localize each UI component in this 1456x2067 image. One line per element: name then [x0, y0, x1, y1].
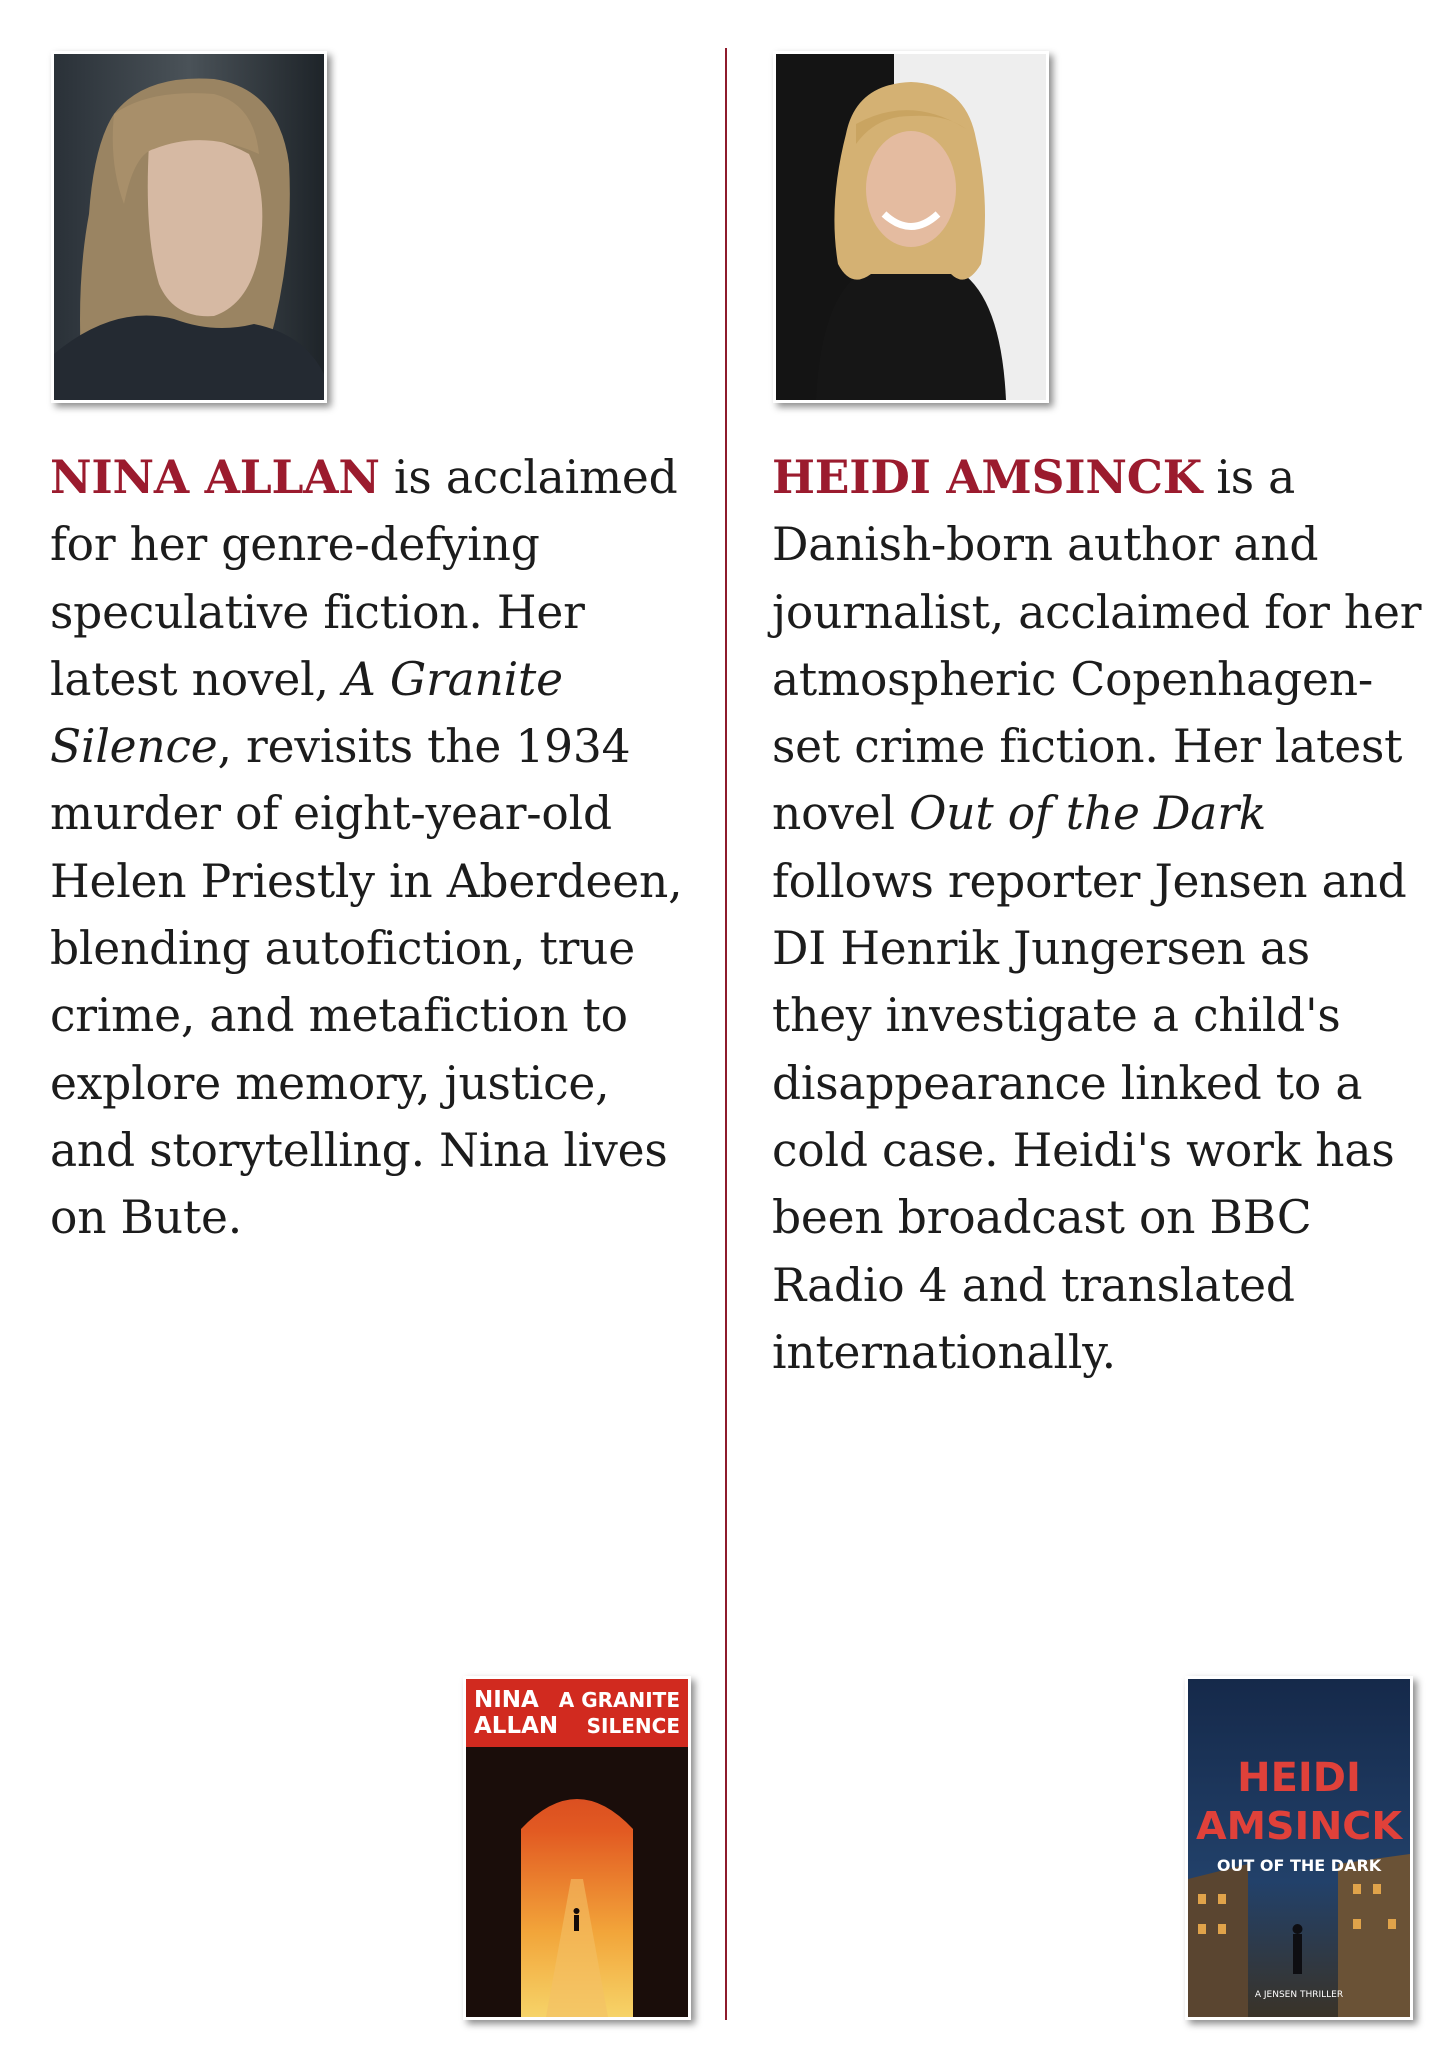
bio-heidi-amsinck — [772, 444, 1422, 1386]
bio-nina-allan — [50, 444, 700, 1252]
bio-intro: is a Danish-born author and journalist, acclaimed for her atmospheric Copenhagen-set crime fiction. Her latest novel — [772, 451, 1422, 841]
book-cover-a-granite-silence — [463, 1676, 691, 2020]
cover-author-line-2: AMSINCK — [1196, 1804, 1404, 1848]
cover-book-title: OUT OF THE DARK — [1216, 1856, 1382, 1875]
author-photo-heidi-amsinck — [773, 51, 1049, 403]
book-title-continued: Silence — [50, 720, 218, 774]
author-name: NINA ALLAN — [50, 450, 380, 504]
book-title: A Granite — [343, 652, 563, 706]
cover-series: A JENSEN THRILLER — [1254, 1990, 1344, 2000]
bio-intro: is acclaimed for her genre-defying speculative fiction. Her latest novel, — [50, 451, 678, 706]
cover-author-line-1: HEIDI — [1237, 1755, 1361, 1801]
cover-title-line-1: A GRANITE — [558, 1688, 680, 1712]
bio-rest: , revisits the 1934 murder of eight-year-old Helen Priestly in Aberdeen, blending autofiction, true crime, and metafiction to explore memory, justice, and storytelling. Nina lives on Bute. — [50, 720, 683, 1245]
author-photo-nina-allan — [51, 51, 327, 403]
book-cover-out-of-the-dark — [1185, 1676, 1413, 2020]
cover-title-line-2: SILENCE — [586, 1714, 680, 1738]
column-divider — [725, 48, 727, 2020]
book-title: Out of the Dark — [909, 787, 1267, 841]
bio-rest: follows reporter Jensen and DI Henrik Jungersen as they investigate a child's disappearance linked to a cold case. Heidi's work has been broadcast on BBC Radio 4 and translated internationally. — [772, 854, 1407, 1379]
cover-author-line-1: NINA — [474, 1687, 539, 1713]
author-name: HEIDI AMSINCK — [772, 450, 1203, 504]
cover-author-line-2: ALLAN — [474, 1713, 559, 1739]
